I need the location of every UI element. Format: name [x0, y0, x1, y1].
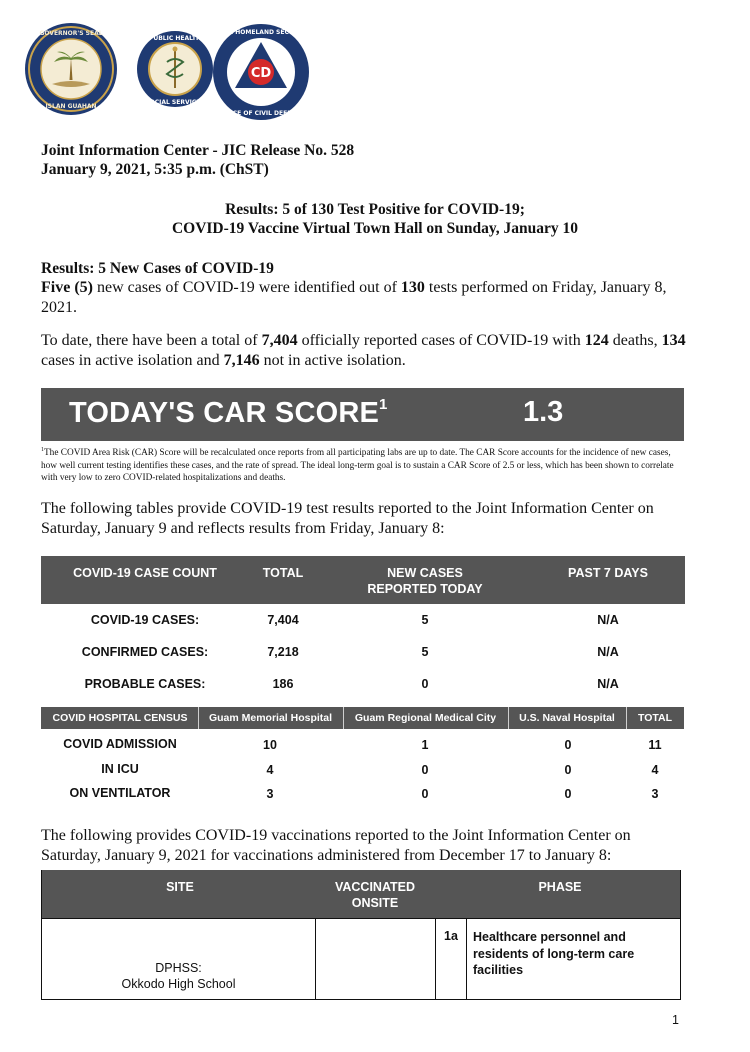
vaccine-table-border	[41, 918, 681, 919]
hospital-row-gmh: 4	[266, 763, 274, 777]
vaccine-phase-code: 1a	[444, 929, 458, 943]
case-header-total: TOTAL	[262, 566, 304, 580]
vaccine-header-site: SITE	[166, 880, 194, 894]
vaccine-phase-description: Healthcare personnel and residents of long-term care facilities	[473, 930, 635, 977]
hospital-row-total: 4	[651, 763, 659, 777]
svg-text:OFFICE OF CIVIL DEFENSE: OFFICE OF CIVIL DEFENSE	[217, 110, 305, 117]
deaths-count: 124	[584, 332, 609, 349]
car-score-value: 1.3	[523, 396, 564, 428]
vaccine-site-line1: DPHSS:	[155, 961, 202, 975]
tables-intro-text: The following tables provide COVID-19 test results reported to the Joint Information Center on Saturday, January 9 and reflects results from Friday, January 8:	[41, 500, 654, 537]
headline-line2: COVID-19 Vaccine Virtual Town Hall on Sunday, January 10	[171, 220, 579, 237]
hospital-header-total: TOTAL	[637, 712, 673, 724]
hospital-row-usnh: 0	[564, 787, 572, 801]
vaccine-header-onsite: ONSITE	[351, 896, 399, 910]
hospital-row-grmc: 0	[421, 763, 429, 777]
hospital-row-total: 11	[648, 738, 662, 752]
svg-text:PUBLIC HEALTH: PUBLIC HEALTH	[148, 35, 202, 42]
headline-line1: Results: 5 of 130 Test Positive for COVID-19;	[225, 201, 525, 218]
hospital-row-label: ON VENTILATOR	[69, 786, 171, 800]
hospital-row-usnh: 0	[564, 738, 572, 752]
vaccines-intro-text: The following provides COVID-19 vaccinations reported to the Joint Information Center on Saturday, January 9, 2021 for vaccinations administered from December 17 to January 8:	[41, 827, 631, 864]
active-isolation-count: 134	[661, 332, 686, 349]
car-score-footnote: $^1$The COVID Area Risk (CAR) Score will be recalculated once reports from all participating labs are up to date. The CAR Score accounts for the incidence of new cases, how well current testing identifies these cases, and the rate of spread. The ideal long-term goal is to sustain a CAR Score of 2.5 or less, which has been shown to correlate with very low to zero COVID-related hospitalizations and deaths.	[41, 447, 674, 484]
car-score-title: TODAY'S CAR SCORE$^1$	[69, 396, 388, 429]
case-row-label: COVID-19 CASES:	[90, 613, 200, 627]
case-row-total: 7,218	[267, 645, 299, 659]
vaccine-header-phase: PHASE	[538, 880, 582, 894]
hospital-header-grmc: Guam Regional Medical City	[354, 712, 497, 724]
results-paragraph-2: To date, there have been a total of 7,404 officially reported cases of COVID-19 with 124 deaths, 134 cases in active isolation and 7,146 not in active isolation.	[41, 332, 686, 369]
tests-count: 130	[400, 279, 425, 296]
case-header-new: NEW CASES	[387, 566, 463, 580]
hospital-row-gmh: 3	[266, 787, 274, 801]
results-heading: Results: 5 New Cases of COVID-19	[41, 260, 274, 277]
governor-seal-logo	[24, 22, 118, 116]
new-cases-count: Five (5)	[41, 279, 93, 296]
page-number: 1	[672, 1013, 679, 1027]
case-row-past7: N/A	[597, 613, 619, 627]
svg-text:ISLAN GUAHAN: ISLAN GUAHAN	[45, 103, 97, 110]
case-row-past7: N/A	[597, 645, 619, 659]
case-header-reported: REPORTED TODAY	[367, 582, 483, 596]
vaccine-site-line2: Okkodo High School	[121, 977, 236, 991]
release-datetime: January 9, 2021, 5:35 p.m. (ChST)	[41, 161, 269, 178]
hospital-header-census: COVID HOSPITAL CENSUS	[52, 712, 188, 724]
hospital-row-total: 3	[651, 787, 659, 801]
vaccine-table-divider	[466, 918, 467, 1000]
case-header-count: COVID-19 CASE COUNT	[73, 566, 217, 580]
svg-text:SOCIAL SERVICES: SOCIAL SERVICES	[145, 99, 205, 106]
hospital-row-label: COVID ADMISSION	[63, 737, 177, 751]
not-active-isolation-count: 7,146	[223, 352, 260, 369]
results-paragraph-1: Five (5) new cases of COVID-19 were identified out of 130 tests performed on Friday, January 8, 2021.	[41, 279, 667, 316]
svg-text:GUAM HOMELAND SECURITY: GUAM HOMELAND SECURITY	[212, 29, 310, 36]
hospital-row-label: IN ICU	[101, 762, 139, 776]
release-number: Joint Information Center - JIC Release No. 528	[41, 142, 355, 159]
hospital-header-usnh: U.S. Naval Hospital	[519, 712, 615, 724]
vaccine-header-vaccinated: VACCINATED	[334, 880, 416, 894]
hospital-row-grmc: 1	[421, 738, 429, 752]
case-row-label: PROBABLE CASES:	[84, 677, 206, 691]
vaccine-table-border	[680, 870, 681, 1000]
case-header-past7: PAST 7 DAYS	[568, 566, 648, 580]
homeland-security-seal-logo	[211, 22, 310, 117]
total-cases: 7,404	[261, 332, 298, 349]
hospital-row-usnh: 0	[564, 763, 572, 777]
hospital-row-gmh: 10	[263, 738, 277, 752]
case-row-total: 186	[272, 677, 294, 691]
hospital-header-gmh: Guam Memorial Hospital	[208, 712, 333, 724]
case-row-past7: N/A	[597, 677, 619, 691]
case-row-label: CONFIRMED CASES:	[81, 645, 209, 659]
case-row-new: 0	[421, 677, 429, 691]
case-row-new: 5	[421, 613, 429, 627]
case-row-total: 7,404	[267, 613, 299, 627]
vaccine-table-divider	[315, 918, 316, 1000]
vaccine-table-border	[41, 999, 681, 1000]
hospital-row-grmc: 0	[421, 787, 429, 801]
svg-text:GOVERNOR'S SEAL: GOVERNOR'S SEAL	[39, 30, 103, 37]
svg-text:CD: CD	[250, 66, 272, 81]
case-row-new: 5	[421, 645, 429, 659]
